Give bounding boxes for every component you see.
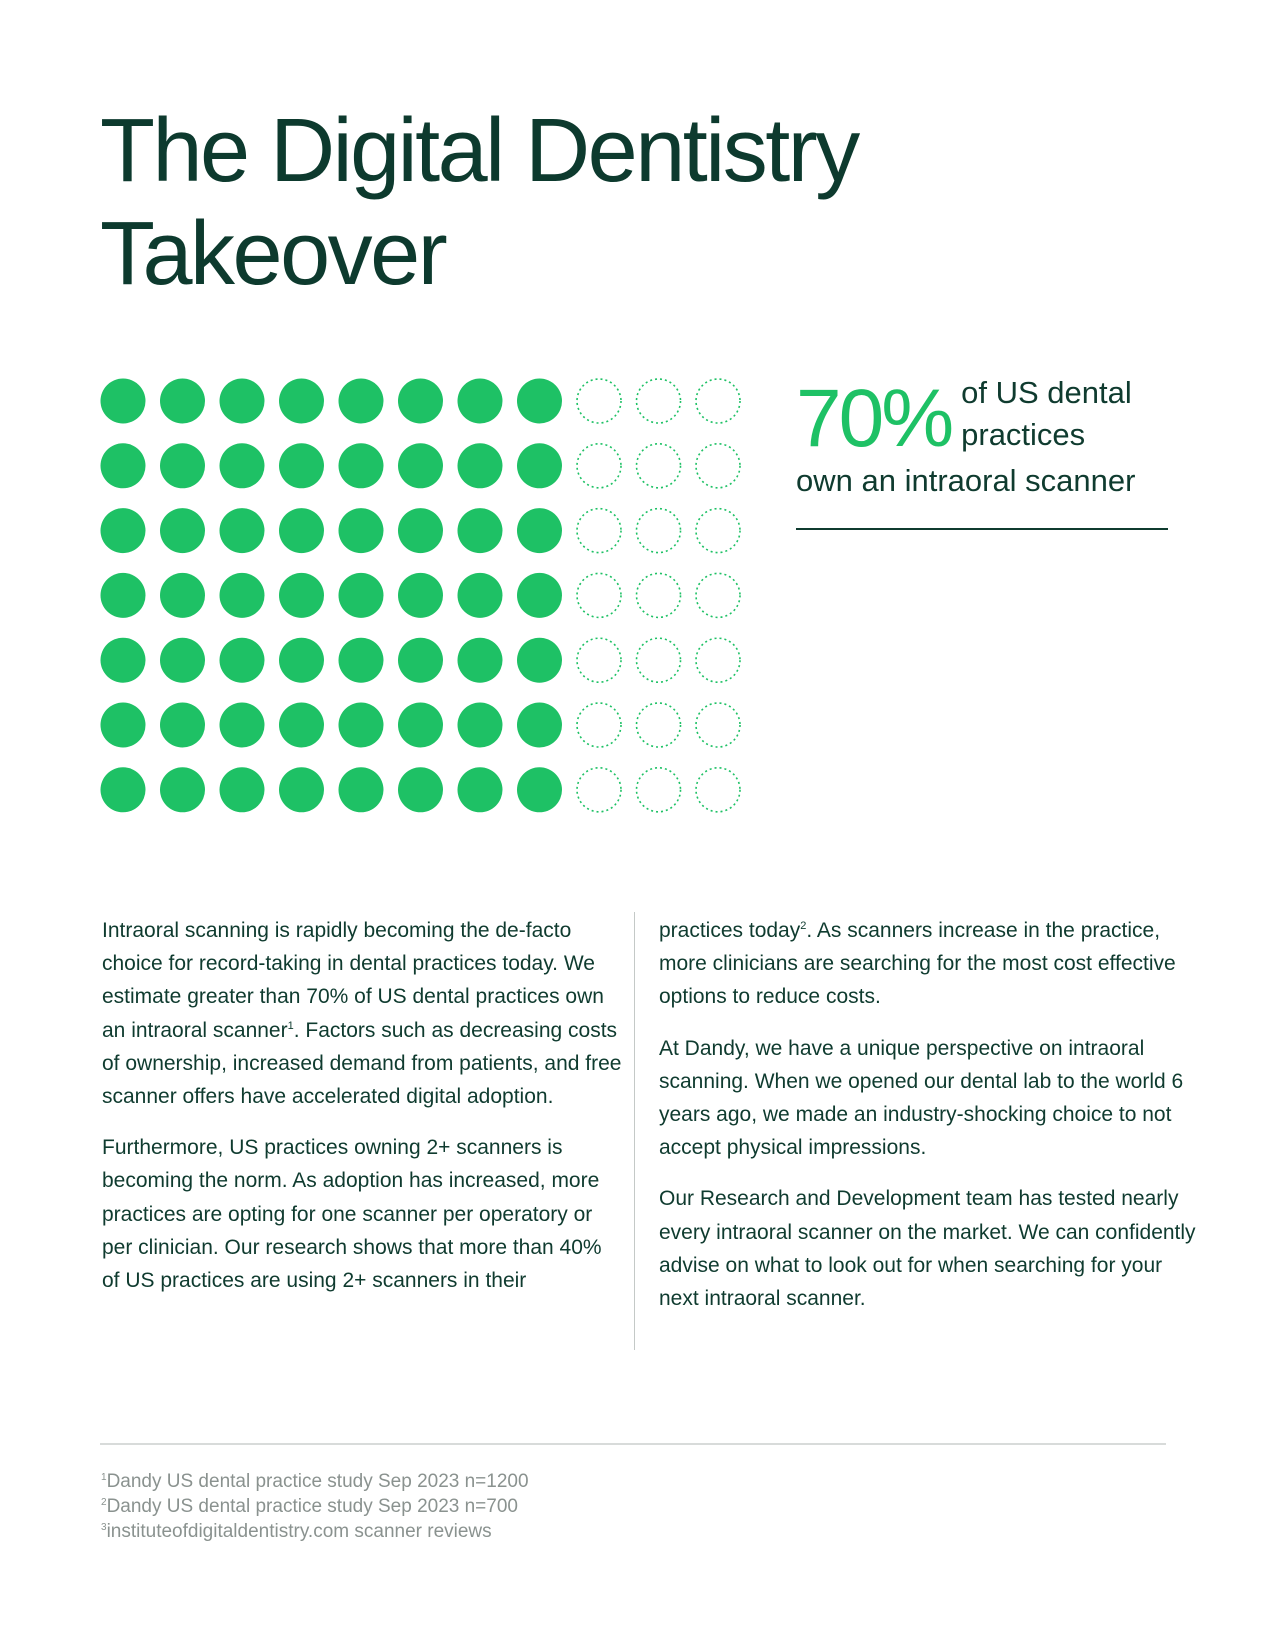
stat-line-2: practices <box>961 417 1086 452</box>
waffle-dot-filled <box>220 379 265 424</box>
waffle-dot-empty <box>637 768 681 812</box>
page-title <box>100 100 1000 306</box>
waffle-dot-filled <box>220 638 265 683</box>
waffle-dot-empty <box>577 768 621 812</box>
waffle-dot-filled <box>160 443 205 488</box>
waffle-dot-filled <box>458 573 503 618</box>
waffle-dot-filled <box>160 379 205 424</box>
waffle-dot-filled <box>279 767 324 812</box>
waffle-dot-empty <box>637 638 681 682</box>
waffle-dot-filled <box>339 379 384 424</box>
waffle-dot-filled <box>101 379 146 424</box>
waffle-dot-filled <box>279 508 324 553</box>
waffle-dot-empty <box>696 509 740 553</box>
footnote-number: 2 <box>101 1497 107 1508</box>
footnote-ref: 1 <box>287 1019 294 1032</box>
waffle-dot-empty <box>696 768 740 812</box>
stat-side-text <box>961 372 1132 456</box>
waffle-dot-empty <box>577 509 621 553</box>
waffle-dot-filled <box>101 638 146 683</box>
waffle-dot-filled <box>279 379 324 424</box>
waffle-dot-filled <box>101 573 146 618</box>
stat-top-row <box>796 372 1176 464</box>
waffle-dot-empty <box>577 703 621 747</box>
footnote-number: 3 <box>101 1522 107 1533</box>
waffle-dot-filled <box>517 703 562 748</box>
footnote <box>101 1469 529 1494</box>
title-line-2: Takeover <box>100 204 446 304</box>
waffle-dot-empty <box>637 444 681 488</box>
waffle-dot-filled <box>279 703 324 748</box>
stat-line-1: of US dental <box>961 375 1132 410</box>
waffle-dot-filled <box>160 573 205 618</box>
paragraph-text: Intraoral scanning is rapidly becoming the de-facto choice for record-taking in dental practices today. We estimate greater than 70% of US dental practices own an intraoral scanner <box>102 919 604 1042</box>
waffle-dot-filled <box>458 443 503 488</box>
waffle-dot-filled <box>398 767 443 812</box>
waffle-dot-empty <box>696 573 740 617</box>
waffle-dot-filled <box>220 443 265 488</box>
footnote-ref: 2 <box>800 920 807 932</box>
waffle-dot-filled <box>101 703 146 748</box>
waffle-dot-empty <box>637 509 681 553</box>
footnote-text: Dandy US dental practice study Sep 2023 n=1200 <box>106 1471 529 1492</box>
title-line-1: The Digital Dentistry <box>100 101 858 201</box>
footnotes <box>101 1469 529 1544</box>
waffle-dot-filled <box>517 573 562 618</box>
waffle-dot-filled <box>517 767 562 812</box>
stat-callout <box>796 372 1176 530</box>
stat-divider <box>796 528 1168 530</box>
waffle-dot-empty <box>696 638 740 682</box>
waffle-dot-grid <box>100 378 760 828</box>
paragraph-text: practices today <box>659 919 801 942</box>
waffle-dot-filled <box>220 703 265 748</box>
footnote <box>101 1519 529 1544</box>
footnote <box>101 1494 529 1519</box>
waffle-dot-filled <box>398 573 443 618</box>
waffle-dot-filled <box>101 443 146 488</box>
waffle-dot-filled <box>339 638 384 683</box>
waffle-dot-filled <box>398 508 443 553</box>
waffle-dot-filled <box>517 638 562 683</box>
waffle-dot-filled <box>339 508 384 553</box>
waffle-dot-filled <box>398 638 443 683</box>
stat-line-3: own an intraoral scanner <box>796 463 1136 498</box>
waffle-dot-empty <box>577 638 621 682</box>
waffle-dot-filled <box>398 443 443 488</box>
waffle-dot-empty <box>696 703 740 747</box>
waffle-dot-filled <box>220 508 265 553</box>
paragraph: At Dandy, we have a unique perspective on intraoral scanning. When we opened our dental lab to the world 6 years ago, we made an industry-shocking choice to not accept physical impressions. <box>659 1036 1184 1160</box>
waffle-dot-filled <box>458 638 503 683</box>
waffle-dot-filled <box>339 767 384 812</box>
waffle-dot-empty <box>577 379 621 423</box>
waffle-dot-filled <box>101 508 146 553</box>
waffle-dot-filled <box>101 767 146 812</box>
waffle-svg <box>100 378 760 828</box>
waffle-dot-filled <box>517 508 562 553</box>
waffle-dot-filled <box>458 379 503 424</box>
waffle-dot-empty <box>696 444 740 488</box>
waffle-dot-filled <box>458 508 503 553</box>
waffle-dot-empty <box>696 379 740 423</box>
waffle-dot-filled <box>339 443 384 488</box>
paragraph <box>659 914 1204 1014</box>
waffle-dot-empty <box>577 573 621 617</box>
waffle-dot-filled <box>279 638 324 683</box>
column-divider <box>634 912 635 1350</box>
waffle-dot-empty <box>577 444 621 488</box>
waffle-dot-filled <box>160 703 205 748</box>
footnote-text: Dandy US dental practice study Sep 2023 n=700 <box>106 1496 518 1517</box>
waffle-dot-filled <box>279 573 324 618</box>
waffle-dot-filled <box>160 767 205 812</box>
waffle-dot-filled <box>160 508 205 553</box>
body-column-right <box>659 914 1204 1333</box>
paragraph: Furthermore, US practices owning 2+ scanners is becoming the norm. As adoption has increased, more practices are opting for one scanner per operatory or per clinician. Our research shows that more than 40% of US practices are using 2+ scanners in their <box>102 1136 602 1293</box>
footnote-divider <box>100 1443 1166 1445</box>
waffle-dot-filled <box>458 703 503 748</box>
waffle-dot-filled <box>220 573 265 618</box>
waffle-dot-filled <box>339 703 384 748</box>
waffle-dot-filled <box>458 767 503 812</box>
waffle-dot-empty <box>637 379 681 423</box>
body-column-left <box>102 914 622 1315</box>
stat-percentage: 70% <box>796 373 952 464</box>
paragraph: Our Research and Development team has tested nearly every intraoral scanner on the market. We can confidently advise on what to look out for when searching for your next intraoral scanner. <box>659 1187 1196 1311</box>
waffle-dot-filled <box>517 443 562 488</box>
footnote-number: 1 <box>101 1472 107 1483</box>
waffle-dot-filled <box>339 573 384 618</box>
waffle-dot-filled <box>279 443 324 488</box>
waffle-dot-filled <box>160 638 205 683</box>
footnote-text: instituteofdigitaldentistry.com scanner reviews <box>106 1521 492 1542</box>
waffle-dot-filled <box>517 379 562 424</box>
waffle-dot-empty <box>637 573 681 617</box>
waffle-dot-filled <box>398 379 443 424</box>
paragraph <box>102 914 622 1113</box>
waffle-dot-empty <box>637 703 681 747</box>
waffle-dot-filled <box>220 767 265 812</box>
paragraph-text: . As scanners increase in the practice, more clinicians are searching for the most cost effective options to reduce costs. <box>659 919 1176 1009</box>
waffle-dot-filled <box>398 703 443 748</box>
paragraph-text: . Factors such as decreasing costs of ownership, increased demand from patients, and free scanner offers have accelerated digital adoption. <box>102 1018 622 1109</box>
